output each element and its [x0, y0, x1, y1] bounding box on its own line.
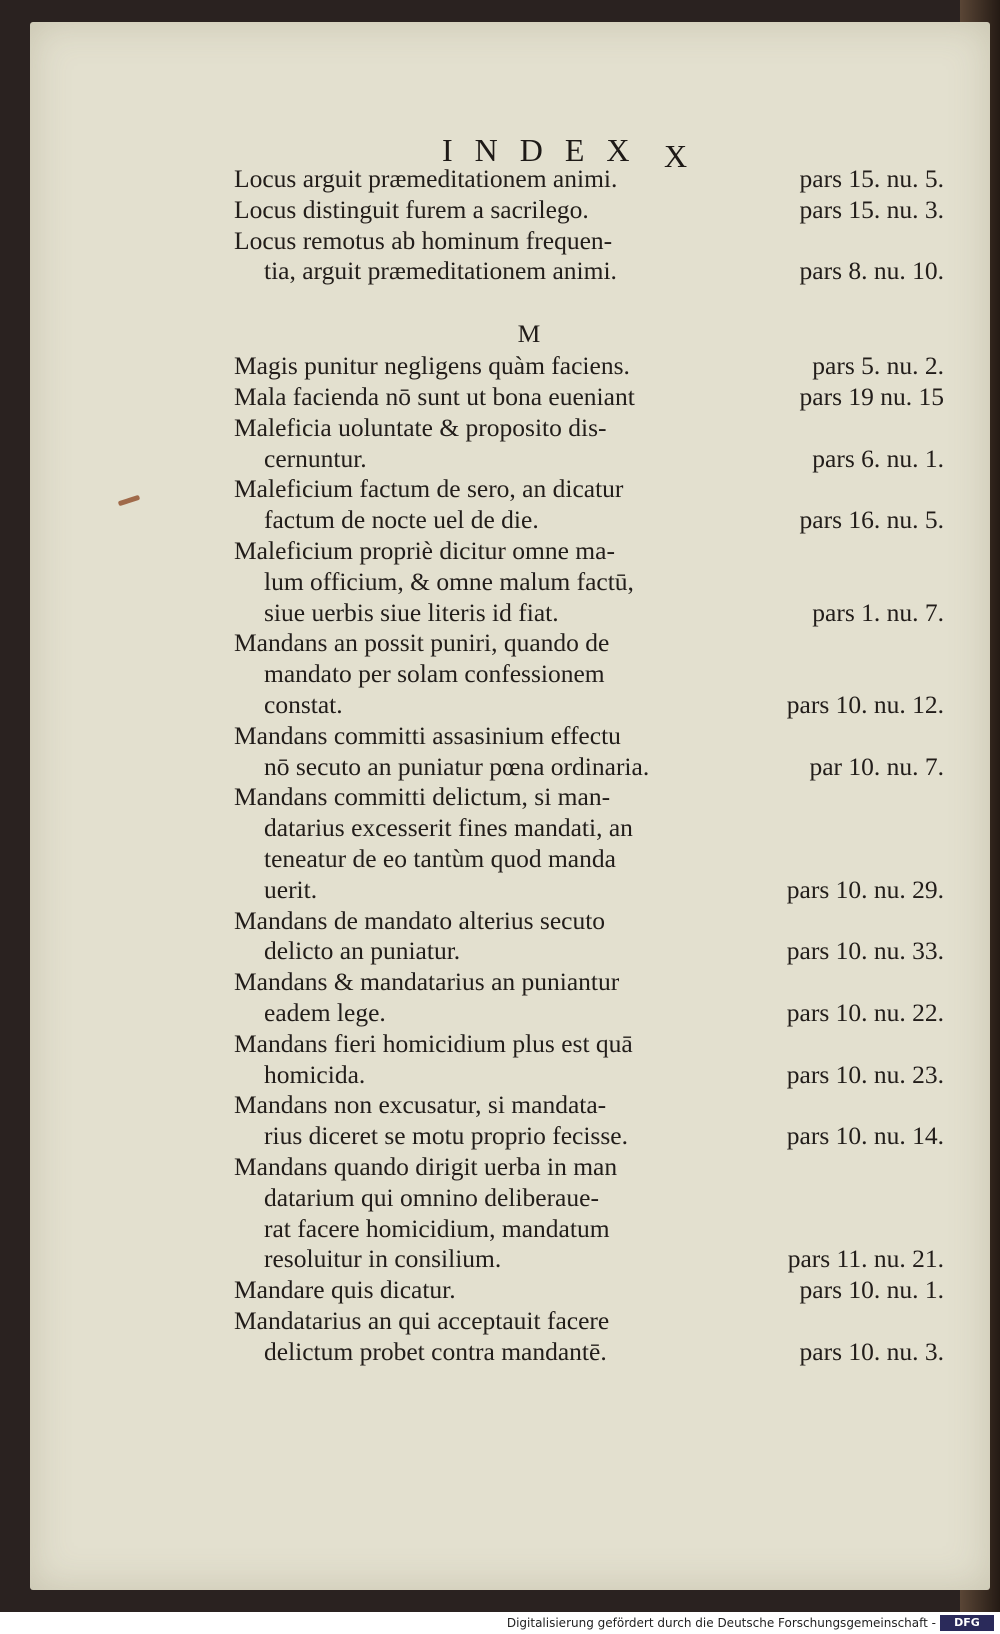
entry-text: Mandans an possit puniri, quando de: [234, 628, 610, 658]
entry-text: Mala facienda nō sunt ut bona eueniant: [234, 381, 635, 411]
entry-reference: pars 6. nu. 1.: [812, 443, 944, 473]
entry-text: datarius excesserit fines mandati, an: [264, 813, 633, 843]
index-entry: [234, 1121, 944, 1152]
entry-text: nō secuto an puniatur pœna ordinaria.: [264, 751, 650, 781]
index-entry: [234, 474, 944, 505]
entry-text: rius diceret se motu proprio fecisse.: [264, 1121, 628, 1151]
entry-reference: pars 10. nu. 12.: [786, 689, 944, 719]
entry-reference: pars 10. nu. 33.: [786, 936, 944, 966]
entry-text: tia, arguit præmeditationem animi.: [264, 256, 617, 286]
index-entry: [234, 195, 944, 226]
entry-text: Mandans fieri homicidium plus est quā: [234, 1028, 633, 1058]
index-entry: [234, 382, 944, 413]
entry-reference: pars 10. nu. 22.: [786, 997, 944, 1027]
entry-reference: pars 16. nu. 5.: [799, 505, 944, 535]
entry-text: siue uerbis siue literis id fiat.: [264, 597, 559, 627]
index-entry: [234, 1214, 944, 1245]
digitization-footer: [0, 1612, 1000, 1634]
entry-text: Locus distinguit furem a sacrilego.: [234, 194, 589, 224]
entry-text: lum officium, & omne malum factū,: [264, 566, 634, 596]
index-entry: [234, 505, 944, 536]
index-entry: [234, 875, 944, 906]
entry-reference: pars 15. nu. 5.: [799, 164, 944, 193]
entry-text: Mandare quis dicatur.: [234, 1275, 456, 1305]
entry-text: datarium qui omnino deliberaue-: [264, 1182, 599, 1212]
entry-reference: pars 19 nu. 15: [799, 381, 944, 411]
index-entry: [234, 351, 944, 382]
entry-reference: pars 10. nu. 1.: [799, 1275, 944, 1305]
index-entry: [234, 536, 944, 567]
dfg-logo: DFG: [940, 1615, 994, 1631]
entry-text: delictum probet contra mandantē.: [264, 1336, 607, 1366]
entry-text: Magis punitur negligens quàm faciens.: [234, 351, 630, 381]
entry-text: rat facere homicidium, mandatum: [264, 1213, 610, 1243]
index-entry: [234, 721, 944, 752]
entry-text: Locus remotus ab hominum frequen-: [234, 225, 613, 255]
section-letter: M: [517, 319, 541, 349]
index-entry: [234, 1337, 944, 1368]
entry-text: homicida.: [264, 1059, 366, 1089]
index-entry: [234, 164, 944, 195]
entry-text: cernuntur.: [264, 443, 367, 473]
index-entry: [234, 444, 944, 475]
entry-reference: pars 10. nu. 14.: [786, 1121, 944, 1151]
index-entry: [234, 844, 944, 875]
index-entry: [234, 1090, 944, 1121]
entry-text: delicto an puniatur.: [264, 936, 461, 966]
entry-reference: pars 5. nu. 2.: [812, 351, 944, 381]
entry-text: eadem lege.: [264, 997, 386, 1027]
entry-text: Locus arguit præmeditationem animi.: [234, 164, 618, 193]
entry-text: Mandans committi delictum, si man-: [234, 782, 611, 812]
entry-text: Mandans & mandatarius an puniantur: [234, 967, 620, 997]
funding-credit: Digitalisierung gefördert durch die Deutsche Forschungsgemeinschaft -: [506, 1616, 936, 1630]
entry-text: teneatur de eo tantùm quod manda: [264, 843, 616, 873]
index-entry: [234, 967, 944, 998]
entry-reference: pars 15. nu. 3.: [799, 194, 944, 224]
entry-text: uerit.: [264, 874, 318, 904]
index-entry: [234, 628, 944, 659]
entry-text: resoluitur in consilium.: [264, 1244, 502, 1274]
index-entry: [234, 813, 944, 844]
index-entry: [234, 1060, 944, 1091]
entry-reference: pars 10. nu. 29.: [786, 874, 944, 904]
index-entries: [234, 164, 944, 1367]
index-entry: [234, 226, 944, 257]
entry-reference: pars 8. nu. 10.: [799, 256, 944, 286]
index-entry: [234, 1244, 944, 1275]
index-entry: [234, 752, 944, 783]
entry-reference: pars 10. nu. 23.: [786, 1059, 944, 1089]
index-entry: [234, 998, 944, 1029]
entry-text: Maleficia uoluntate & proposito dis-: [234, 412, 607, 442]
ink-mark: [118, 495, 140, 507]
entry-reference: pars 11. nu. 21.: [787, 1244, 944, 1274]
entry-text: constat.: [264, 689, 343, 719]
index-entry: [234, 1183, 944, 1214]
index-entry: [234, 567, 944, 598]
index-entry: [234, 659, 944, 690]
index-entry: [234, 1029, 944, 1060]
running-head: INDEX: [442, 132, 652, 168]
entry-text: factum de nocte uel de die.: [264, 505, 539, 535]
entry-text: Mandans non excusatur, si mandata-: [234, 1090, 607, 1120]
entry-text: Mandatarius an qui acceptauit facere: [234, 1305, 610, 1335]
index-entry: [234, 782, 944, 813]
signature-mark: X: [664, 138, 688, 174]
entry-text: Mandans de mandato alterius secuto: [234, 905, 606, 935]
index-entry: [234, 1306, 944, 1337]
index-entry: [234, 936, 944, 967]
book-page: [30, 22, 990, 1590]
index-entry: [234, 1152, 944, 1183]
entry-reference: par 10. nu. 7.: [809, 751, 944, 781]
entry-reference: pars 10. nu. 3.: [799, 1336, 944, 1366]
index-entry: [234, 413, 944, 444]
index-entry: [234, 1275, 944, 1306]
entry-reference: pars 1. nu. 7.: [812, 597, 944, 627]
index-entry: [234, 906, 944, 937]
index-entry: [234, 256, 944, 287]
entry-text: Maleficium factum de sero, an dicatur: [234, 474, 624, 504]
index-entry: [234, 598, 944, 629]
entry-text: Maleficium propriè dicitur omne ma-: [234, 535, 615, 565]
index-entry: [234, 690, 944, 721]
entry-text: mandato per solam confessionem: [264, 659, 605, 689]
entry-text: Mandans committi assasinium effectu: [234, 720, 621, 750]
entry-text: Mandans quando dirigit uerba in man: [234, 1151, 618, 1181]
